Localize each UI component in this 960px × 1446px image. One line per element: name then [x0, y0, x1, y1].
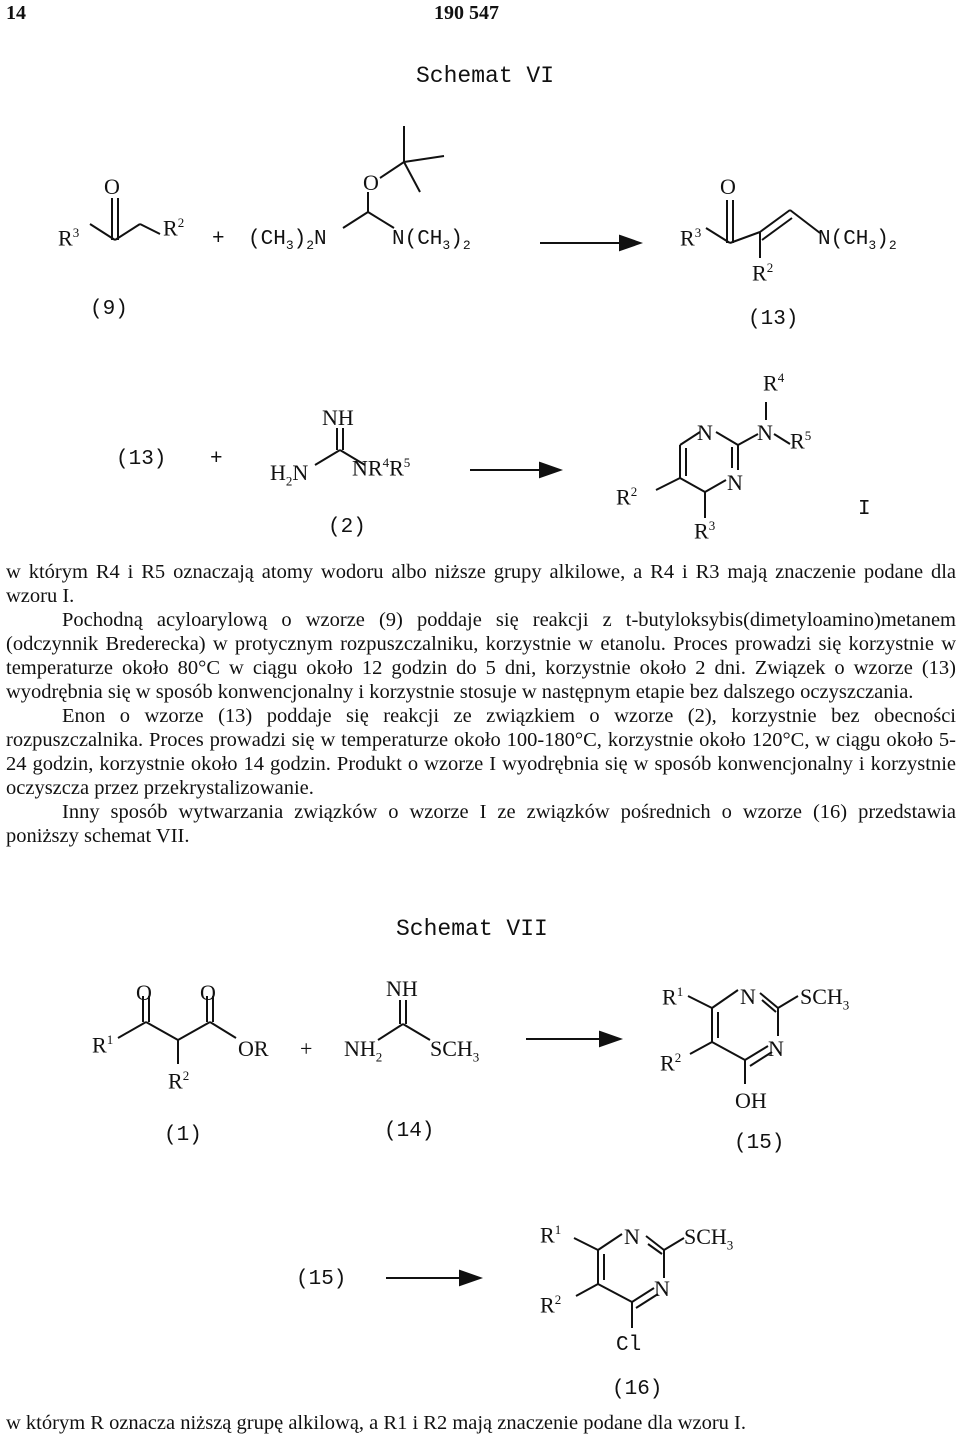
compound-label-9: (9) — [90, 298, 128, 321]
ring-n-label: N — [727, 470, 743, 495]
guanidine-nr4r5: $NR^4R^5$ — [352, 455, 411, 481]
patent-number: 190 547 — [434, 2, 499, 24]
body-text — [6, 560, 956, 848]
product-amine: $N(CH_3)_2$ — [818, 228, 897, 254]
plus-sign: + — [300, 1036, 313, 1061]
compound-label-15: (15) — [734, 1132, 785, 1155]
hydroxy-label: OH — [735, 1088, 767, 1113]
page-number: 14 — [6, 2, 26, 24]
compound-label-1: (1) — [164, 1124, 202, 1147]
guanidine-h2n: $H_2N$ — [270, 460, 309, 489]
amine-n-label: N — [757, 420, 773, 445]
r1-label: $R^1$ — [92, 1032, 114, 1058]
r5-label: $R^5$ — [790, 428, 812, 454]
ring-n-label: N — [697, 420, 713, 445]
r2-label: $R^2$ — [616, 484, 638, 510]
oxygen-label: O — [363, 170, 379, 195]
chloro-label: Cl — [616, 1334, 642, 1357]
ester-or-label: OR — [238, 1036, 269, 1061]
reagent-right-amine: $N(CH_3)_2$ — [392, 228, 471, 254]
plus-sign: + — [210, 448, 223, 471]
r4-label: $R^4$ — [763, 370, 785, 396]
oxygen-label: O — [136, 980, 152, 1005]
compound-label-2: (2) — [328, 516, 366, 539]
guanidine-nh: NH — [322, 405, 354, 430]
oxygen-label: O — [200, 980, 216, 1005]
compound-label-14: (14) — [384, 1120, 435, 1143]
thiourea-nh2: $NH_2$ — [344, 1036, 383, 1065]
r2-label: $R^2$ — [660, 1050, 682, 1076]
compound-label-13: (13) — [748, 308, 799, 331]
ring-n-label: N — [740, 984, 756, 1009]
compound-label-I: I — [858, 498, 871, 521]
r2-label: $R^2$ — [163, 215, 185, 241]
r1-label: $R^1$ — [540, 1222, 562, 1248]
scheme-6-reaction-1 — [0, 100, 960, 330]
r3-label: $R^3$ — [680, 225, 702, 251]
r2-label: $R^2$ — [168, 1068, 190, 1094]
compound-label-16: (16) — [612, 1378, 663, 1401]
r1-label: $R^1$ — [662, 984, 684, 1010]
oxygen-label: O — [104, 174, 120, 199]
reagent-left-amine: $(CH_3)_2N$ — [248, 228, 327, 254]
paragraph-1: w którym R4 i R5 oznaczają atomy wodoru albo niższe grupy alkilowe, a R4 i R3 mają znaczenie podane dla wzoru I. — [6, 561, 956, 607]
r2-label: $R^2$ — [540, 1292, 562, 1318]
thiourea-nh: NH — [386, 976, 418, 1001]
thiourea-sch3: $SCH_3$ — [430, 1036, 480, 1065]
paragraph-2: Pochodną acyloarylową o wzorze (9) poddaje się reakcji z t-butyloksybis(dimetyloamino)metanem (odczynnik Brederecka) w protycznym rozpuszczalniku, korzystnie w etanolu. Proces prowadzi się korzystnie w temperaturze około 80°C w ciągu około 12 godzin do 5 dni, korzystnie około 2 dni. Związek o wzorze (13) wyodrębnia się w sposób konwencjonalny i korzystnie stosuje w następnym etapie bez dalszego oczyszczania. — [6, 609, 956, 703]
paragraph-4: Inny sposób wytwarzania związków o wzorze I ze związków pośrednich o wzorze (16) przedstawia poniższy schemat VII. — [6, 801, 956, 847]
paragraph-3: Enon o wzorze (13) poddaje się reakcji ze związkiem o wzorze (2), korzystnie bez obecności rozpuszczalnika. Proces prowadzi się w temperaturze około 100-180°C, korzystnie około 120°C, w ciągu około 5-24 godzin, korzystnie około 14 godzin. Produkt o wzorze I wyodrębnia się w sposób konwencjonalny i korzystnie oczyszcza przez przekrystalizowanie. — [6, 705, 956, 799]
oxygen-label: O — [720, 174, 736, 199]
ring-n-label: N — [624, 1224, 640, 1249]
ring-n-label: N — [654, 1276, 670, 1301]
r3-label: $R^3$ — [58, 225, 80, 251]
ring-n-label: N — [768, 1036, 784, 1061]
footer-text: w którym R oznacza niższą grupę alkilową, a R1 i R2 mają znaczenie podane dla wzoru I. — [6, 1412, 746, 1434]
r2-label: $R^2$ — [752, 260, 774, 286]
r3-label: $R^3$ — [694, 518, 716, 544]
scheme-6-title: Schemat VI — [416, 63, 555, 89]
sch3-label: $SCH_3$ — [800, 984, 850, 1013]
scheme-7-reaction-2 — [0, 1200, 960, 1370]
compound-label-13b: (13) — [116, 448, 167, 471]
sch3-label: $SCH_3$ — [684, 1224, 734, 1253]
scheme-7-title: Schemat VII — [396, 916, 548, 942]
plus-sign: + — [212, 228, 225, 251]
compound-label-15b: (15) — [296, 1268, 347, 1291]
